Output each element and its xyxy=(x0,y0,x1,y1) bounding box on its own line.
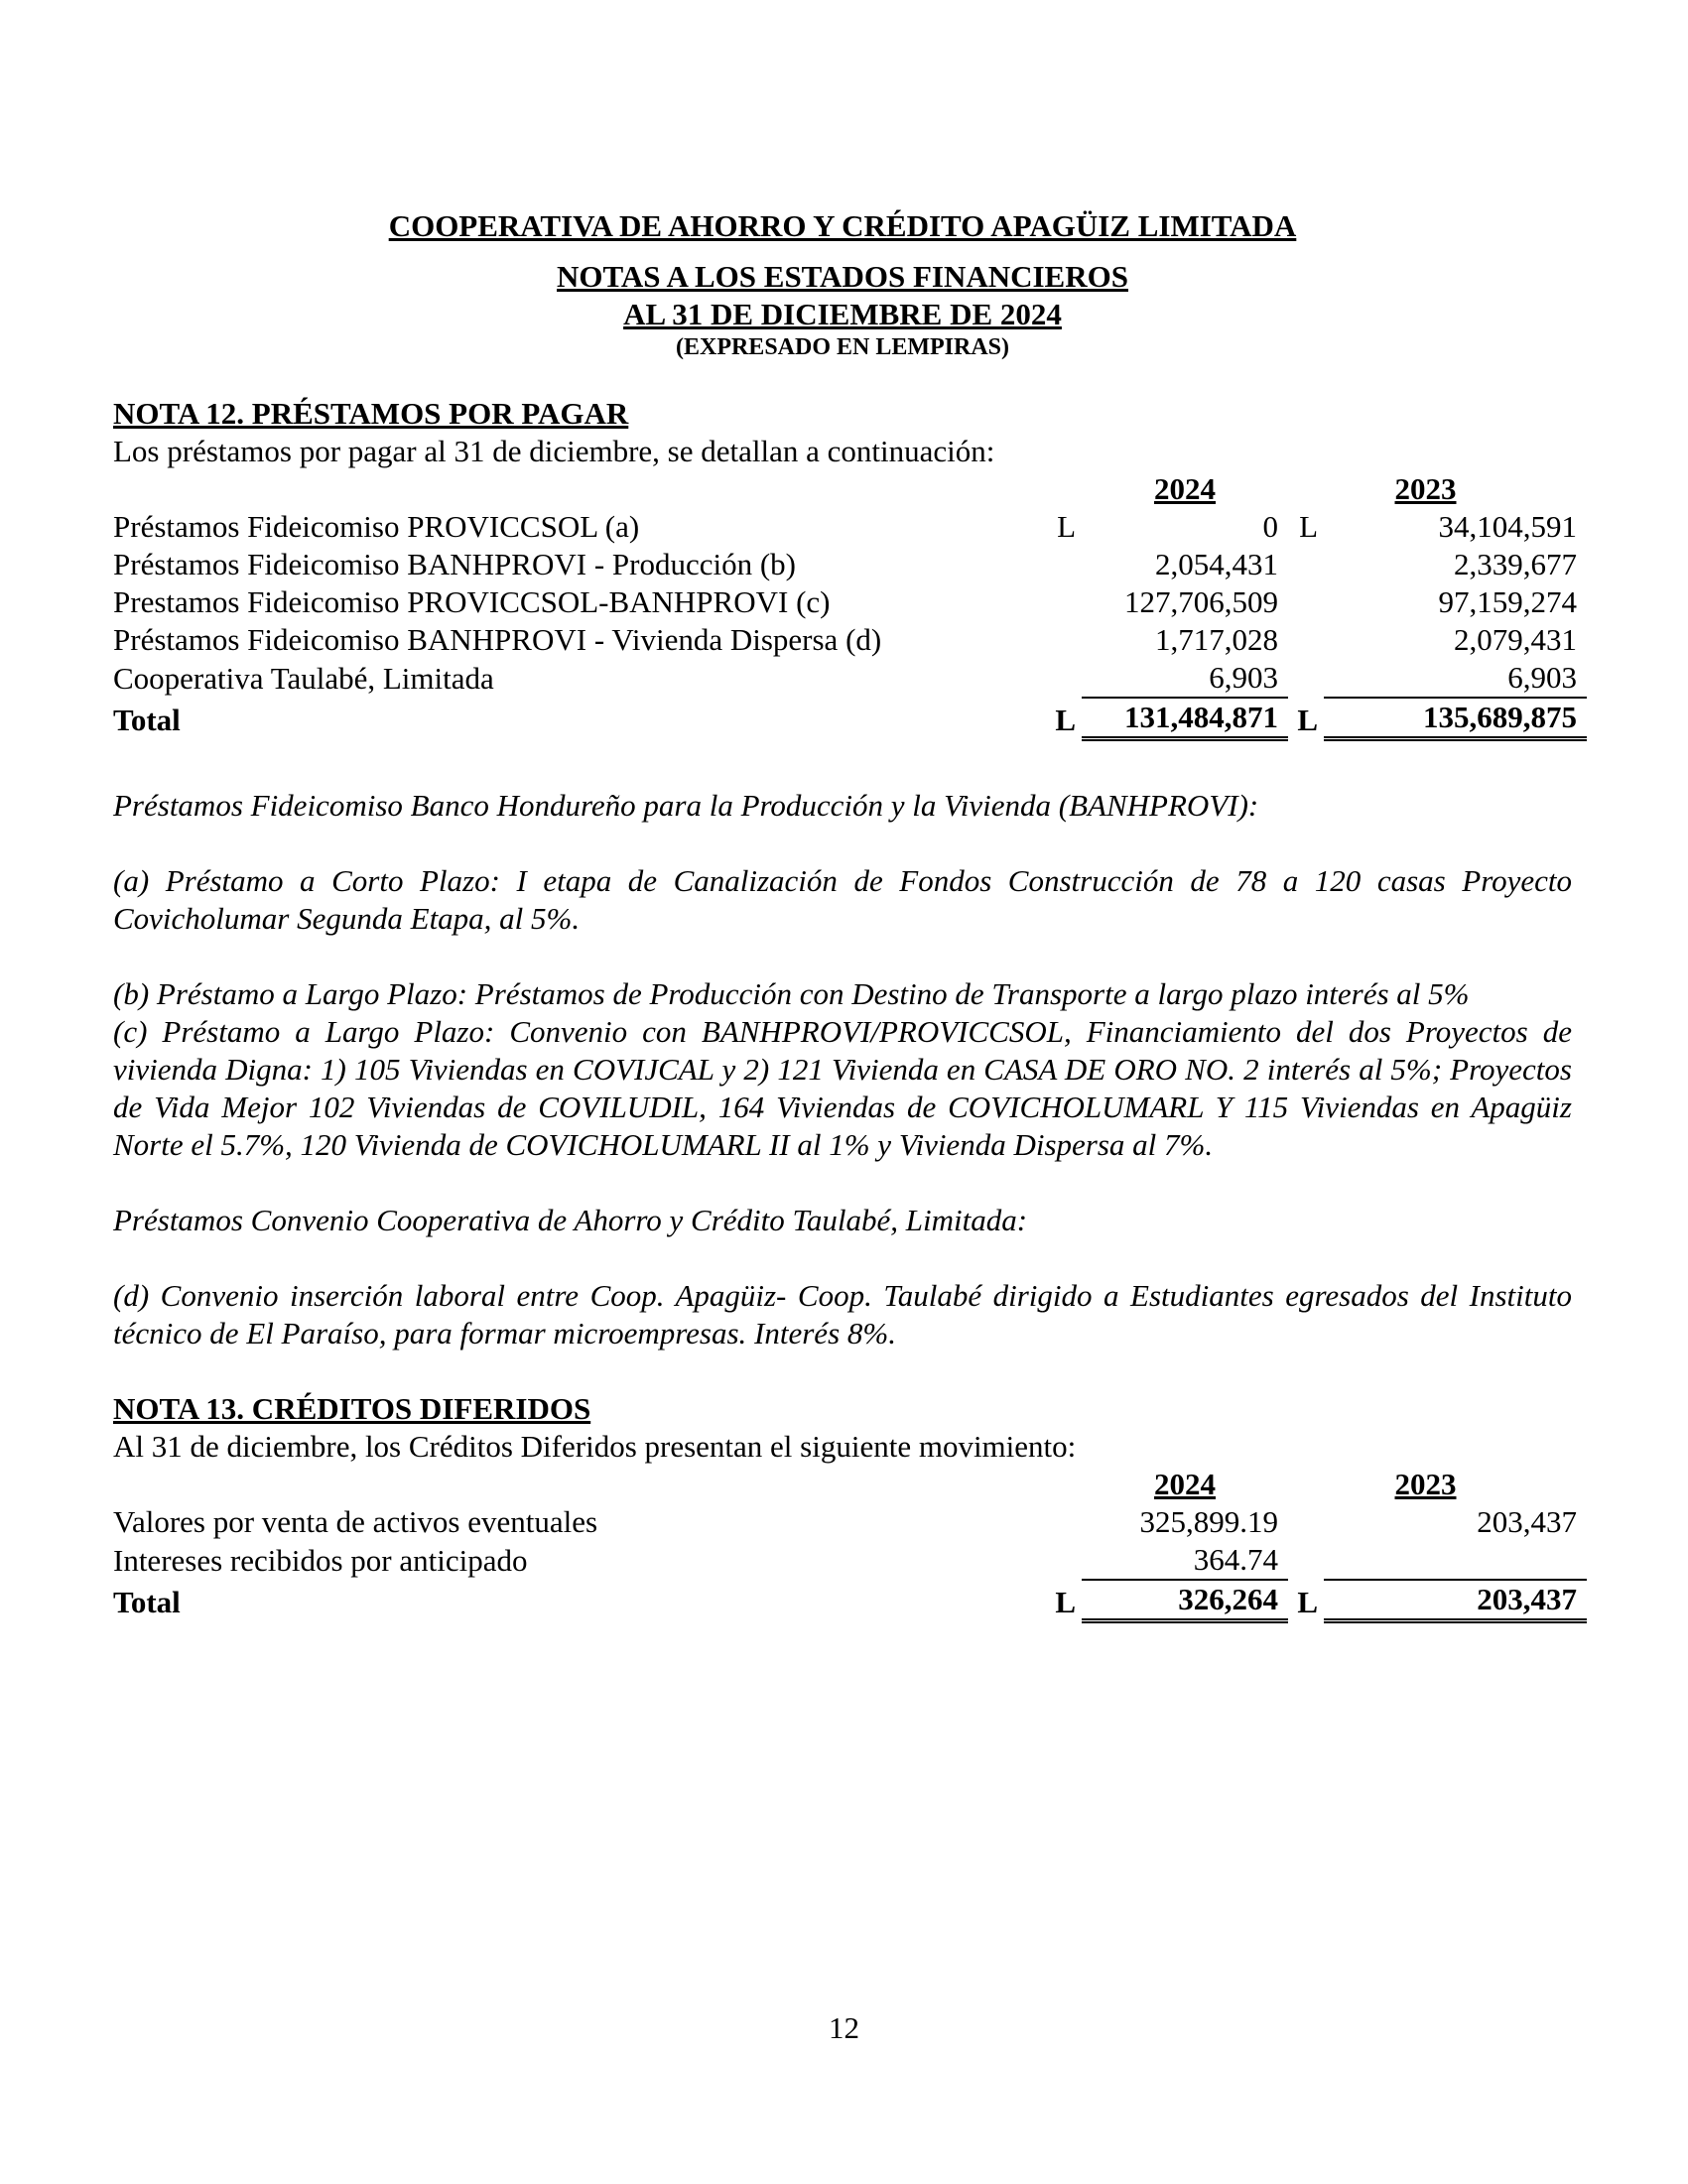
note13-year-2024: 2024 xyxy=(1154,1467,1216,1501)
note13-year-header-row xyxy=(113,1466,1587,1503)
currency-symbol: L xyxy=(1297,1584,1318,1619)
document-header xyxy=(113,206,1572,361)
note13-intro: Al 31 de diciembre, los Créditos Diferidos presentan el siguiente movimiento: xyxy=(113,1429,1077,1464)
currency-symbol xyxy=(1052,1541,1082,1580)
total-2024: 326,264 xyxy=(1082,1580,1288,1621)
statement-subtitle: NOTAS A LOS ESTADOS FINANCIEROS xyxy=(557,259,1128,294)
total-row xyxy=(113,1580,1587,1621)
note13-table xyxy=(113,1466,1587,1623)
currency-symbol: L xyxy=(1297,702,1318,737)
table-row xyxy=(113,508,1587,546)
row-label: Valores por venta de activos eventuales xyxy=(113,1504,598,1539)
value-2023: 2,079,431 xyxy=(1454,622,1577,657)
currency-symbol xyxy=(1052,659,1082,698)
currency-symbol xyxy=(1052,583,1082,621)
value-2023: 2,339,677 xyxy=(1454,547,1577,581)
total-row xyxy=(113,698,1587,739)
total-label: Total xyxy=(113,1584,181,1619)
note13-year-2023: 2023 xyxy=(1394,1467,1457,1501)
document-page xyxy=(113,206,1577,1623)
total-2023: 135,689,875 xyxy=(1324,698,1587,739)
value-2024: 6,903 xyxy=(1082,659,1288,698)
note12-title: NOTA 12. PRÉSTAMOS POR PAGAR xyxy=(113,396,629,431)
total-2023: 203,437 xyxy=(1324,1580,1587,1621)
currency-symbol xyxy=(1052,546,1082,583)
value-2023: 97,159,274 xyxy=(1438,584,1577,619)
row-label: Cooperativa Taulabé, Limitada xyxy=(113,661,494,696)
currency-symbol xyxy=(1288,546,1324,583)
row-label: Intereses recibidos por anticipado xyxy=(113,1543,528,1578)
page-number: 12 xyxy=(829,2010,859,2045)
value-2024: 1,717,028 xyxy=(1155,622,1278,657)
table-row xyxy=(113,659,1587,698)
currency-symbol xyxy=(1288,583,1324,621)
value-2024: 325,899.19 xyxy=(1139,1504,1278,1539)
note12-year-header-row xyxy=(113,470,1587,508)
taulabe-heading: Préstamos Convenio Cooperativa de Ahorro y Crédito Taulabé, Limitada: xyxy=(113,1203,1028,1237)
currency-symbol: L xyxy=(1055,702,1076,737)
currency-symbol: L xyxy=(1055,1584,1076,1619)
table-row xyxy=(113,1541,1587,1580)
table-row xyxy=(113,621,1587,659)
row-label: Prestamos Fideicomiso PROVICCSOL-BANHPROVI (c) xyxy=(113,584,831,619)
currency-symbol xyxy=(1052,1503,1082,1541)
value-2023: 34,104,591 xyxy=(1438,509,1577,544)
currency-symbol xyxy=(1052,621,1082,659)
currency-symbol: L xyxy=(1299,509,1318,544)
row-label: Préstamos Fideicomiso BANHPROVI - Vivienda Dispersa (d) xyxy=(113,622,882,657)
table-row xyxy=(113,1503,1587,1541)
note-a-paragraph: (a) Préstamo a Corto Plazo: I etapa de Canalización de Fondos Construcción de 78 a 120 casas Proyecto Covicholumar Segunda Etapa, al 5%. xyxy=(113,863,1572,936)
value-2024: 2,054,431 xyxy=(1155,547,1278,581)
total-2024: 131,484,871 xyxy=(1082,698,1288,739)
note12-intro: Los préstamos por pagar al 31 de diciembre, se detallan a continuación: xyxy=(113,434,995,468)
row-label: Préstamos Fideicomiso BANHPROVI - Producción (b) xyxy=(113,547,796,581)
currency-symbol xyxy=(1288,1541,1324,1580)
row-label: Préstamos Fideicomiso PROVICCSOL (a) xyxy=(113,509,640,544)
value-2024: 127,706,509 xyxy=(1124,584,1278,619)
organization-title: COOPERATIVA DE AHORRO Y CRÉDITO APAGÜIZ LIMITADA xyxy=(388,208,1297,243)
currency-symbol xyxy=(1288,1503,1324,1541)
note13-title: NOTA 13. CRÉDITOS DIFERIDOS xyxy=(113,1391,591,1426)
currency-symbol: L xyxy=(1057,509,1076,544)
total-label: Total xyxy=(113,702,181,737)
value-2023 xyxy=(1324,1541,1587,1580)
note-b-paragraph: (b) Préstamo a Largo Plazo: Préstamos de Producción con Destino de Transporte a largo plazo interés al 5% xyxy=(113,976,1470,1011)
currency-note: (EXPRESADO EN LEMPIRAS) xyxy=(675,334,1010,360)
value-2024: 364.74 xyxy=(1082,1541,1288,1580)
value-2023: 6,903 xyxy=(1324,659,1587,698)
note-c-paragraph: (c) Préstamo a Largo Plazo: Convenio con BANHPROVI/PROVICCSOL, Financiamiento del dos Proyectos de vivienda Digna: 1) 105 Viviendas en COVIJCAL y 2) 121 Vivienda en CASA DE ORO NO. 2 interés al 5%; Proyectos de Vida Mejor 102 Viviendas de COVILUDIL, 164 Viviendas de COVICHOLUMARL Y 115 Viviendas en Apagüiz Norte el 5.7%, 120 Vivienda de COVICHOLUMARL II al 1% y Vivienda Dispersa al 7%. xyxy=(113,1014,1572,1162)
value-2023: 203,437 xyxy=(1477,1504,1577,1539)
statement-date: AL 31 DE DICIEMBRE DE 2024 xyxy=(623,297,1062,331)
currency-symbol xyxy=(1288,659,1324,698)
table-row xyxy=(113,583,1587,621)
note12-year-2023: 2023 xyxy=(1394,471,1457,506)
note12-table xyxy=(113,470,1587,741)
note-d-paragraph: (d) Convenio inserción laboral entre Coop. Apagüiz- Coop. Taulabé dirigido a Estudiantes egresados del Instituto técnico de El Paraíso, para formar microempresas. Interés 8%. xyxy=(113,1278,1572,1350)
currency-symbol xyxy=(1288,621,1324,659)
value-2024: 0 xyxy=(1262,509,1278,544)
banhprovi-heading: Préstamos Fideicomiso Banco Hondureño para la Producción y la Vivienda (BANHPROVI): xyxy=(113,788,1259,823)
note12-year-2024: 2024 xyxy=(1154,471,1216,506)
table-row xyxy=(113,546,1587,583)
